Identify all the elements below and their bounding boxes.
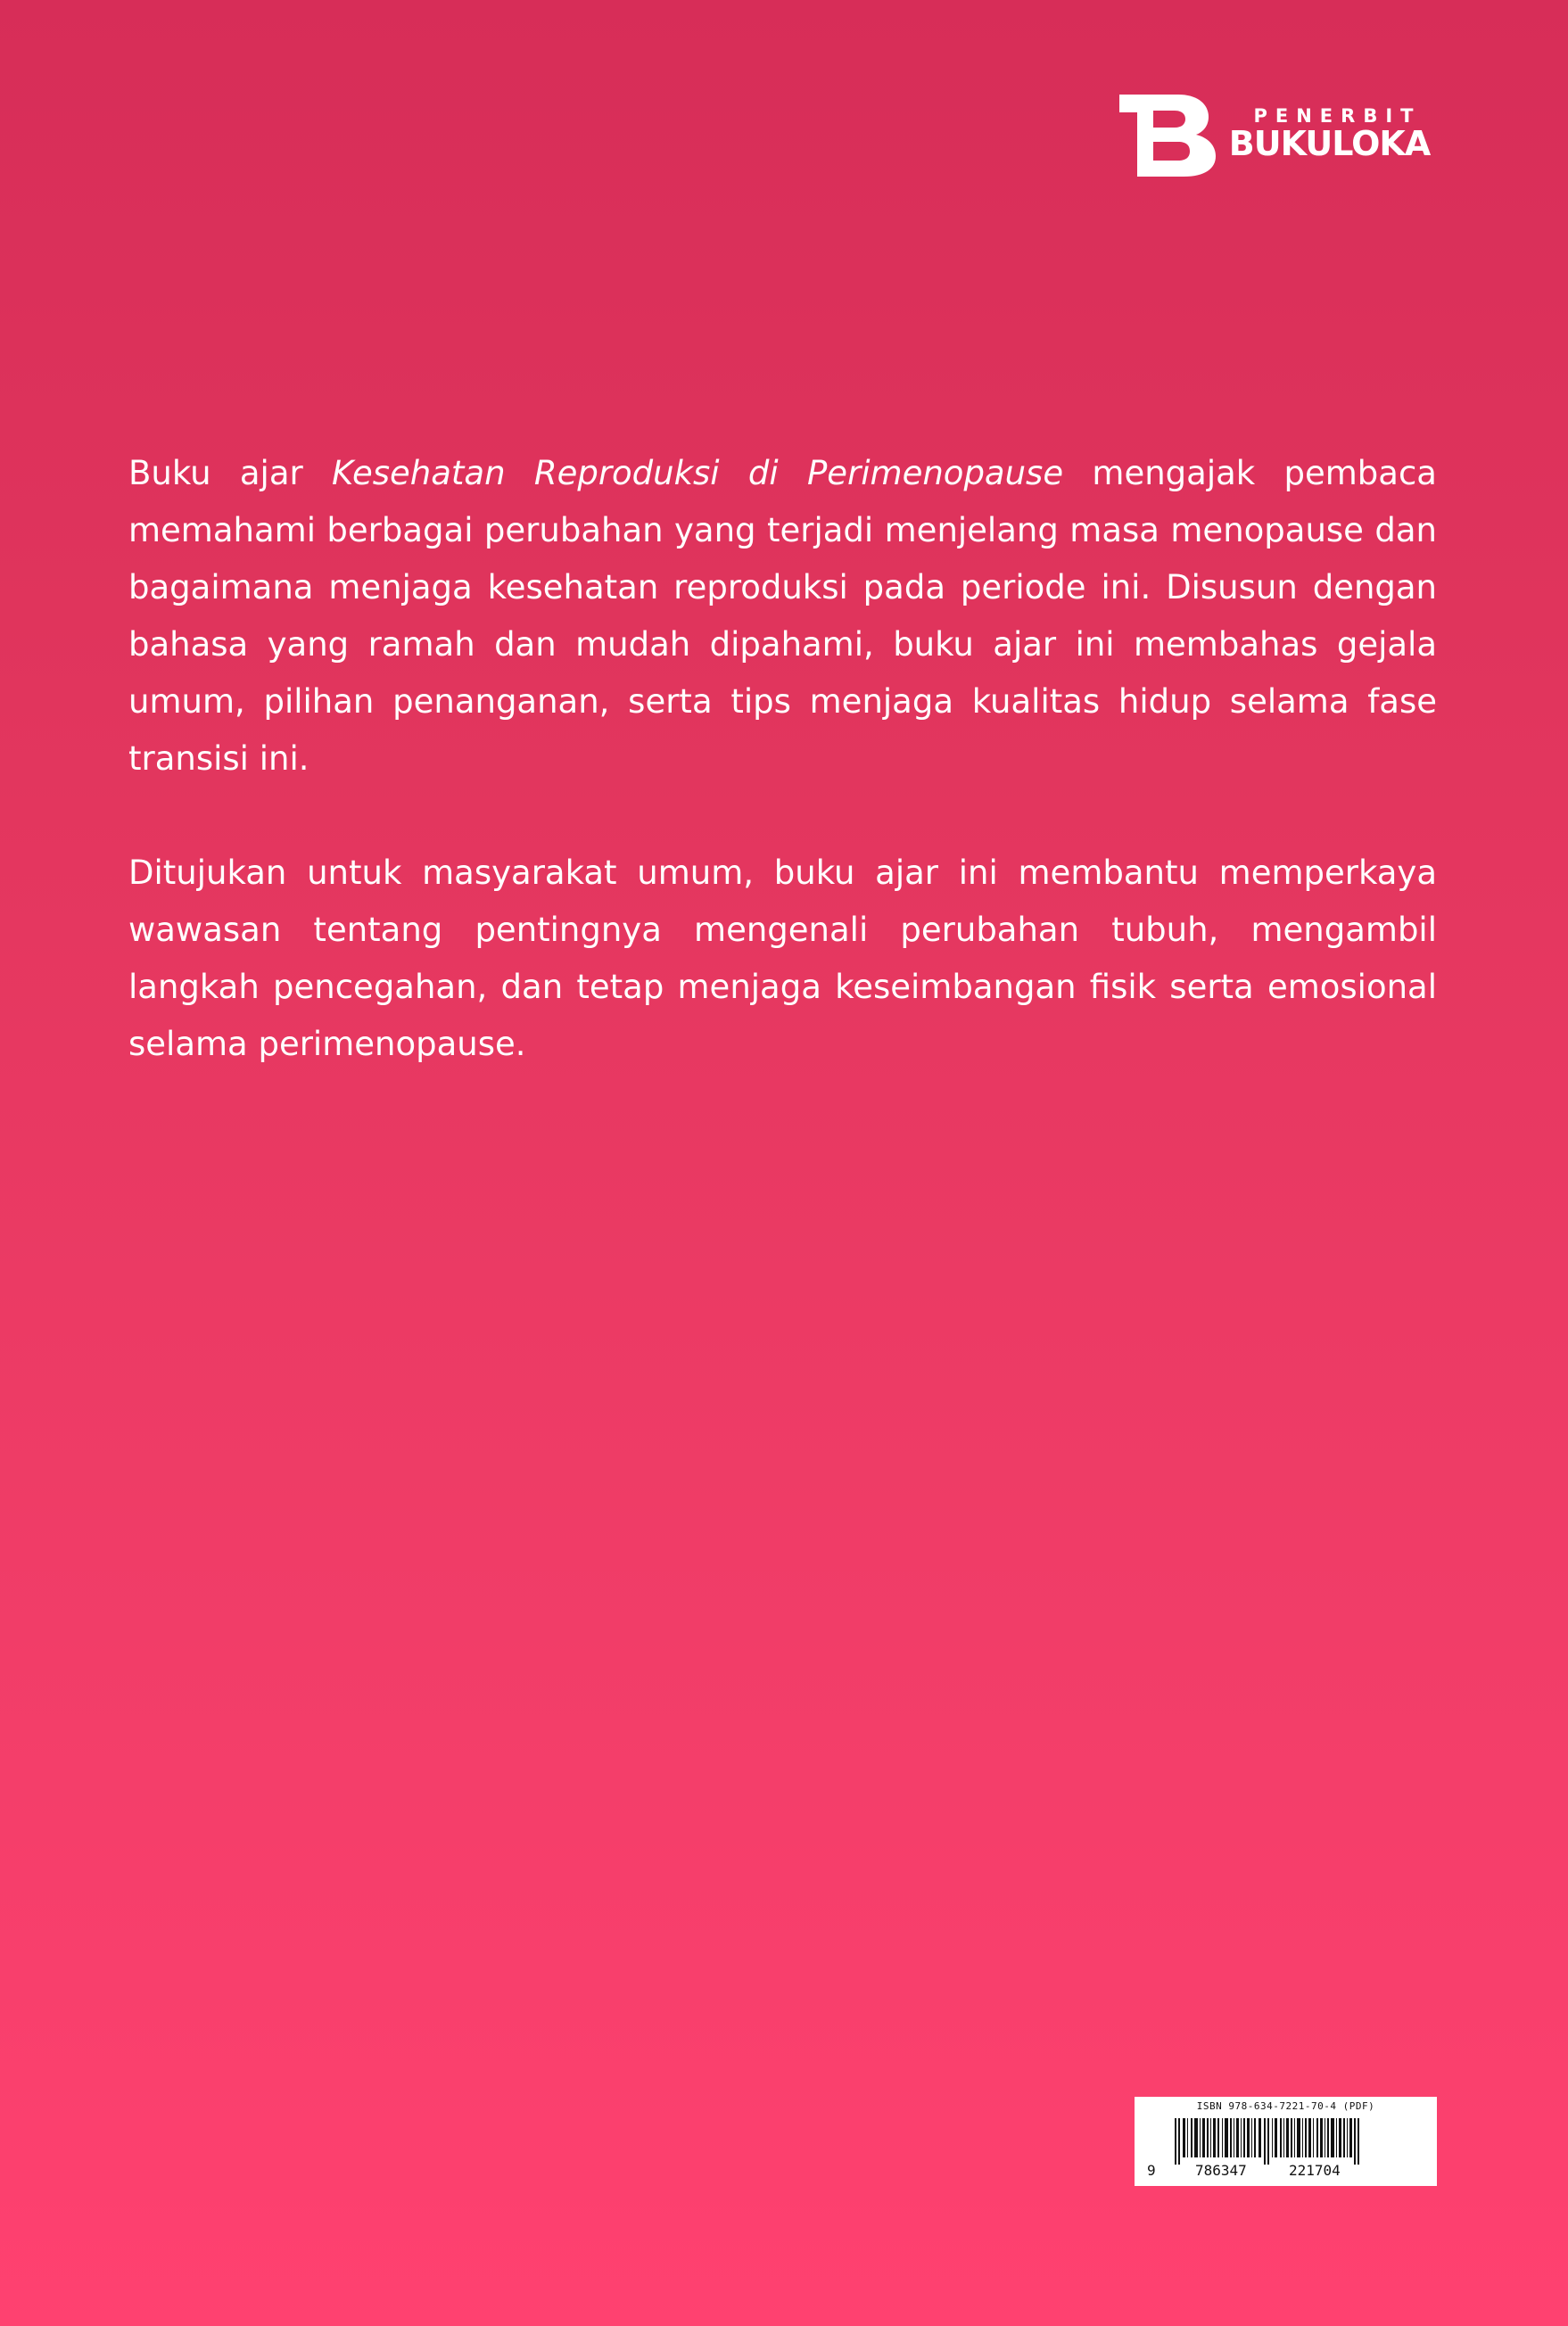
book-blurb (128, 445, 1437, 1073)
blurb-lead: Buku ajar (128, 454, 333, 492)
blurb-paragraph-1 (128, 445, 1437, 788)
publisher-logo (1119, 95, 1437, 177)
isbn-barcode (1135, 2097, 1437, 2186)
publisher-name: BUKULOKA (1228, 124, 1431, 163)
barcode-digit-lead: 9 (1147, 2162, 1156, 2179)
barcode-digits-left: 786347 (1195, 2162, 1247, 2179)
barcode-bars-icon (1135, 2118, 1437, 2166)
blurb-paragraph-2: Ditujukan untuk masyarakat umum, buku ajar ini membantu memperkaya wawasan tentang pentingnya mengenali perubahan tubuh, mengambil langkah pencegahan, dan tetap menjaga keseimbangan fisik serta emosional selama perimenopause. (128, 854, 1437, 1063)
isbn-label: ISBN 978-634-7221-70-4 (PDF) (1196, 2100, 1375, 2112)
barcode-digits-right: 221704 (1289, 2162, 1341, 2179)
publisher-b-mark-icon (1119, 95, 1216, 177)
blurb-body: mengajak pembaca memahami berbagai perubahan yang terjadi menjelang masa menopause dan bagaimana menjaga kesehatan reproduksi pada periode ini. Disusun dengan bahasa yang ramah dan mudah dipahami, buku ajar ini membahas gejala umum, pilihan penanganan, serta tips menjaga kualitas hidup selama fase transisi ini. (128, 454, 1437, 778)
publisher-prefix: PENERBIT (1253, 105, 1422, 127)
book-title: Kesehatan Reproduksi di Perimenopause (332, 454, 1064, 492)
